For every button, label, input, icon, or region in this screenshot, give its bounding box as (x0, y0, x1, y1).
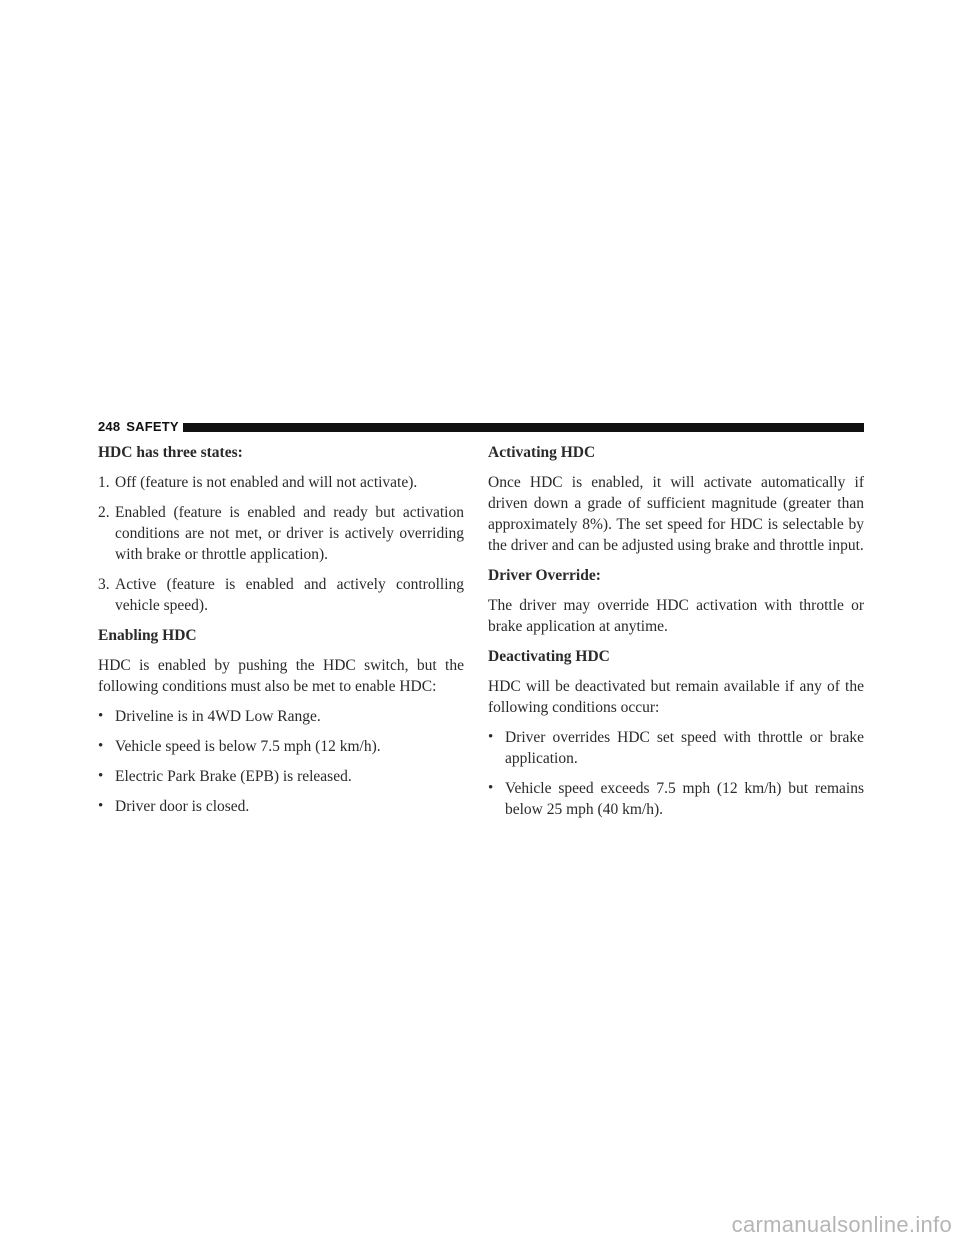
watermark: carmanualsonline.info (731, 1212, 952, 1237)
list-item-text: Vehicle speed exceeds 7.5 mph (12 km/h) but remains below 25 mph (40 km/h). (505, 780, 864, 818)
list-item (98, 796, 464, 817)
list-number: 1. (98, 474, 110, 491)
bullet-icon: • (488, 780, 494, 796)
list-item-text: Driveline is in 4WD Low Range. (115, 708, 321, 725)
bullet-icon: • (488, 729, 494, 745)
page-header (98, 420, 864, 434)
override-paragraph: The driver may override HDC activation with throttle or brake application at anytime. (488, 597, 864, 635)
page-number: 248 (98, 419, 121, 434)
list-item-text: Driver overrides HDC set speed with throttle or brake application. (505, 729, 864, 767)
enabling-heading: Enabling HDC (98, 627, 197, 644)
list-number: 3. (98, 576, 110, 593)
right-column (488, 442, 864, 829)
list-item-text: Enabled (feature is enabled and ready but activation conditions are not met, or driver is actively overriding with brake or throttle application). (115, 504, 464, 563)
list-item (98, 766, 464, 787)
state-item-active (98, 574, 464, 616)
bullet-icon: • (98, 708, 104, 724)
deactivating-paragraph: HDC will be deactivated but remain available if any of the following conditions occur: (488, 678, 864, 716)
list-item-text: Electric Park Brake (EPB) is released. (115, 768, 352, 785)
bullet-icon: • (98, 798, 104, 814)
enabling-paragraph: HDC is enabled by pushing the HDC switch, but the following conditions must also be met to enable HDC: (98, 657, 464, 695)
list-item-text: Off (feature is not enabled and will not activate). (115, 474, 418, 491)
list-item-text: Active (feature is enabled and actively controlling vehicle speed). (115, 576, 464, 614)
list-item-text: Vehicle speed is below 7.5 mph (12 km/h). (115, 738, 381, 755)
bullet-icon: • (98, 738, 104, 754)
bullet-icon: • (98, 768, 104, 784)
list-number: 2. (98, 504, 110, 521)
deactivating-heading: Deactivating HDC (488, 648, 610, 665)
list-item (98, 706, 464, 727)
list-item (488, 778, 864, 820)
left-column (98, 442, 464, 826)
list-item (488, 727, 864, 769)
activating-heading: Activating HDC (488, 444, 596, 461)
activating-paragraph: Once HDC is enabled, it will activate automatically if driven down a grade of sufficient magnitude (greater than approximately 8%). The set speed for HDC is selectable by the driver and can be adjusted using brake and throttle input. (488, 474, 864, 554)
states-heading: HDC has three states: (98, 444, 243, 461)
override-heading: Driver Override: (488, 567, 601, 584)
state-item-off (98, 472, 464, 493)
header-rule (183, 423, 864, 432)
state-item-enabled (98, 502, 464, 565)
list-item-text: Driver door is closed. (115, 798, 250, 815)
list-item (98, 736, 464, 757)
section-title: SAFETY (126, 419, 179, 434)
